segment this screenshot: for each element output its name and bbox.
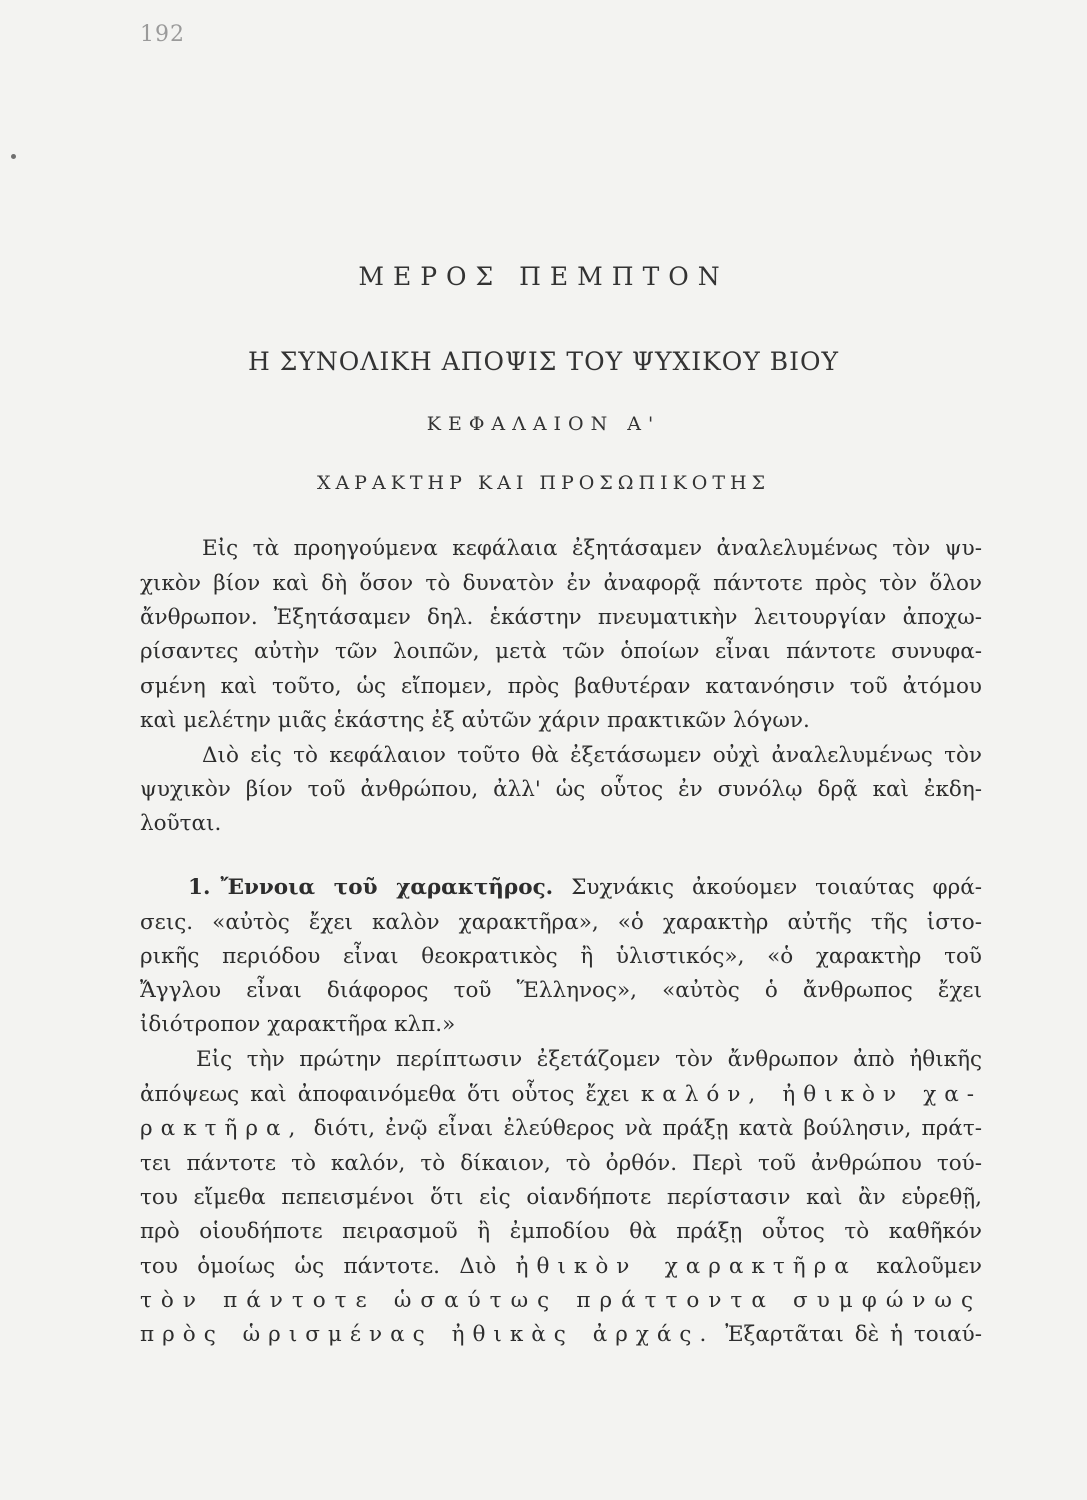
spaced-emphasis-line: τὸν πάντοτε ὡσαύτως πράττοντα συμφώνως (140, 1288, 982, 1313)
body-line: ἄνθρωπον. Ἐξητάσαμεν δηλ. ἑκάστην πνευματικὴν λειτουργίαν ἀποχω- (140, 605, 982, 630)
body-line: τει πάντοτε τὸ καλόν, τὸ δίκαιον, τὸ ὀρθόν. Περὶ τοῦ ἀνθρώπου τού- (140, 1151, 982, 1176)
body-line: ρικῆς περιόδου εἶναι θεοκρατικὸς ἢ ὑλιστικός», «ὁ χαρακτὴρ τοῦ (140, 944, 982, 969)
body-line: του εἴμεθα πεπεισμένοι ὅτι εἰς οἱανδήποτε περίστασιν καὶ ἂν εὑρεθῇ, (140, 1185, 982, 1210)
body-text: Ἐξαρτᾶται δὲ ἡ τοιαύ- (725, 1322, 982, 1347)
body-line: ψυχικὸν βίον τοῦ ἀνθρώπου, ἀλλ' ὡς οὗτος ἐν συνόλῳ δρᾷ καὶ ἐκδη- (140, 777, 982, 802)
body-line: ἰδιότροπον χαρακτῆρα κλπ.» (140, 1012, 456, 1037)
part-title: ΜΕΡΟΣ ΠΕΜΠΤΟΝ (358, 262, 729, 291)
spaced-emphasis: ἠθικὸν χαρακτῆρα (515, 1254, 857, 1279)
section-title: Η ΣΥΝΟΛΙΚΗ ΑΠΟΨΙΣ ΤΟΥ ΨΥΧΙΚΟΥ ΒΙΟΥ (247, 347, 840, 376)
spaced-emphasis: καλόν, ἠθικὸν χα- (640, 1082, 983, 1107)
ink-dot-mark (11, 154, 16, 159)
body-text: διότι, ἐνῷ εἶναι ἐλεύθερος νὰ πράξῃ κατὰ βούλησιν, πράτ- (313, 1116, 982, 1141)
body-line: ρίσαντες αὐτὴν τῶν λοιπῶν, μετὰ τῶν ὁποίων εἶναι πάντοτε συνυφα- (140, 639, 982, 664)
body-line: σεις. «αὐτὸς ἔχει καλὸν χαρακτῆρα», «ὁ χαρακτὴρ αὐτῆς τῆς ἱστο- (140, 910, 982, 935)
body-text: του ὁμοίως ὡς πάντοτε. Διὸ (140, 1254, 497, 1279)
chapter-subtitle: ΧΑΡΑΚΤΗΡ ΚΑΙ ΠΡΟΣΩΠΙΚΟΤΗΣ (316, 472, 771, 494)
chapter-title: ΚΕΦΑΛΑΙΟΝ Α' (426, 413, 661, 435)
body-line (140, 1252, 982, 1282)
body-text: Συχνάκις ἀκούομεν τοιαύτας φρά- (571, 875, 983, 900)
section-number: 1. (188, 875, 211, 900)
body-text: καλοῦμεν (876, 1254, 982, 1279)
body-line: καὶ μελέτην μιᾶς ἑκάστης ἐξ αὐτῶν χάριν πρακτικῶν λόγων. (140, 708, 810, 733)
body-line: λοῦται. (140, 811, 222, 836)
body-line (140, 1080, 982, 1110)
page-number: 192 (140, 22, 185, 47)
body-text: ἀπόψεως καὶ ἀποφαινόμεθα ὅτι οὗτος ἔχει (140, 1082, 630, 1107)
body-line: σμένη καὶ τοῦτο, ὡς εἴπομεν, πρὸς βαθυτέραν κατανόησιν τοῦ ἀτόμου (140, 674, 982, 699)
body-line: Εἰς τὴν πρώτην περίπτωσιν ἐξετάζομεν τὸν ἄνθρωπον ἀπὸ ἠθικῆς (196, 1047, 982, 1072)
spaced-emphasis: ρακτῆρα, (140, 1116, 304, 1141)
body-line: πρὸ οἱουδήποτε πειρασμοῦ ἢ ἐμποδίου θὰ πράξῃ οὗτος τὸ καθῆκόν (140, 1219, 982, 1244)
section-heading: Ἔννοια τοῦ χαρακτῆρος. (220, 875, 554, 900)
body-line (140, 1320, 982, 1350)
body-line: Εἰς τὰ προηγούμενα κεφάλαια ἐξητάσαμεν ἀναλελυμένως τὸν ψυ- (202, 536, 982, 561)
body-line: Ἄγγλου εἶναι διάφορος τοῦ Ἕλληνος», «αὐτὸς ὁ ἄνθρωπος ἔχει (140, 978, 982, 1003)
body-line: χικὸν βίον καὶ δὴ ὅσον τὸ δυνατὸν ἐν ἀναφορᾷ πάντοτε πρὸς τὸν ὅλον (140, 571, 982, 596)
body-line (140, 1114, 982, 1144)
section-heading-line (140, 873, 982, 903)
body-line: Διὸ εἰς τὸ κεφάλαιον τοῦτο θὰ ἐξετάσωμεν οὐχὶ ἀναλελυμένως τὸν (202, 743, 982, 768)
spaced-emphasis: πρὸς ὡρισμένας ἠθικὰς ἀρχάς. (140, 1322, 715, 1347)
